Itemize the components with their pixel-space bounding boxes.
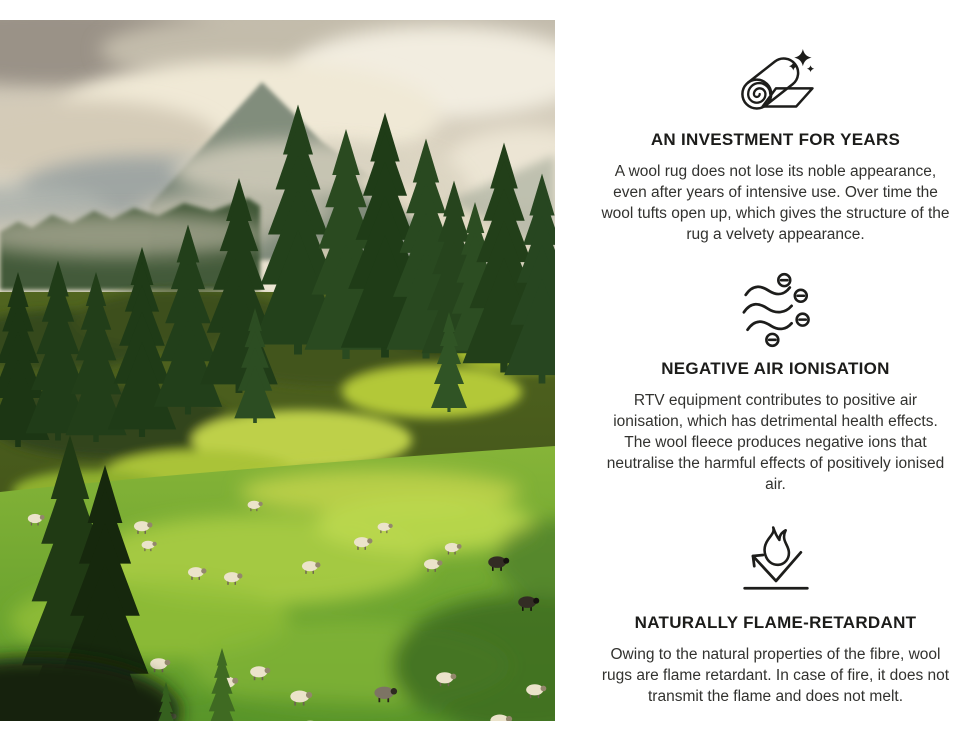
flame-retardant-icon xyxy=(739,525,813,603)
section-body: A wool rug does not lose its noble appearance, even after years of intensive use. Over time the wool tufts open up, which gives the structure of the rug a velvety appearance. xyxy=(601,163,950,243)
section-title: NEGATIVE AIR IONISATION xyxy=(661,359,890,378)
benefits-column xyxy=(555,0,970,740)
negative-ions-air-icon xyxy=(739,271,813,349)
section-flame-retardant xyxy=(597,525,954,707)
section-investment xyxy=(597,42,954,245)
section-body: Owing to the natural properties of the fibre, wool rugs are flame retardant. In case of fire, it does not transmit the flame and does not melt. xyxy=(601,646,950,705)
section-body: RTV equipment contributes to positive air ionisation, which has detrimental health effects. The wool fleece produces negative ions that neutralise the harmful effects of positively ionised air. xyxy=(606,392,945,493)
pasture-photo-illustration xyxy=(0,20,555,721)
rug-roll-sparkle-icon xyxy=(732,42,820,120)
section-title: AN INVESTMENT FOR YEARS xyxy=(650,130,901,149)
section-ionisation xyxy=(597,271,954,495)
section-title: NATURALLY FLAME-RETARDANT xyxy=(634,613,917,632)
pasture-photo xyxy=(0,20,555,721)
